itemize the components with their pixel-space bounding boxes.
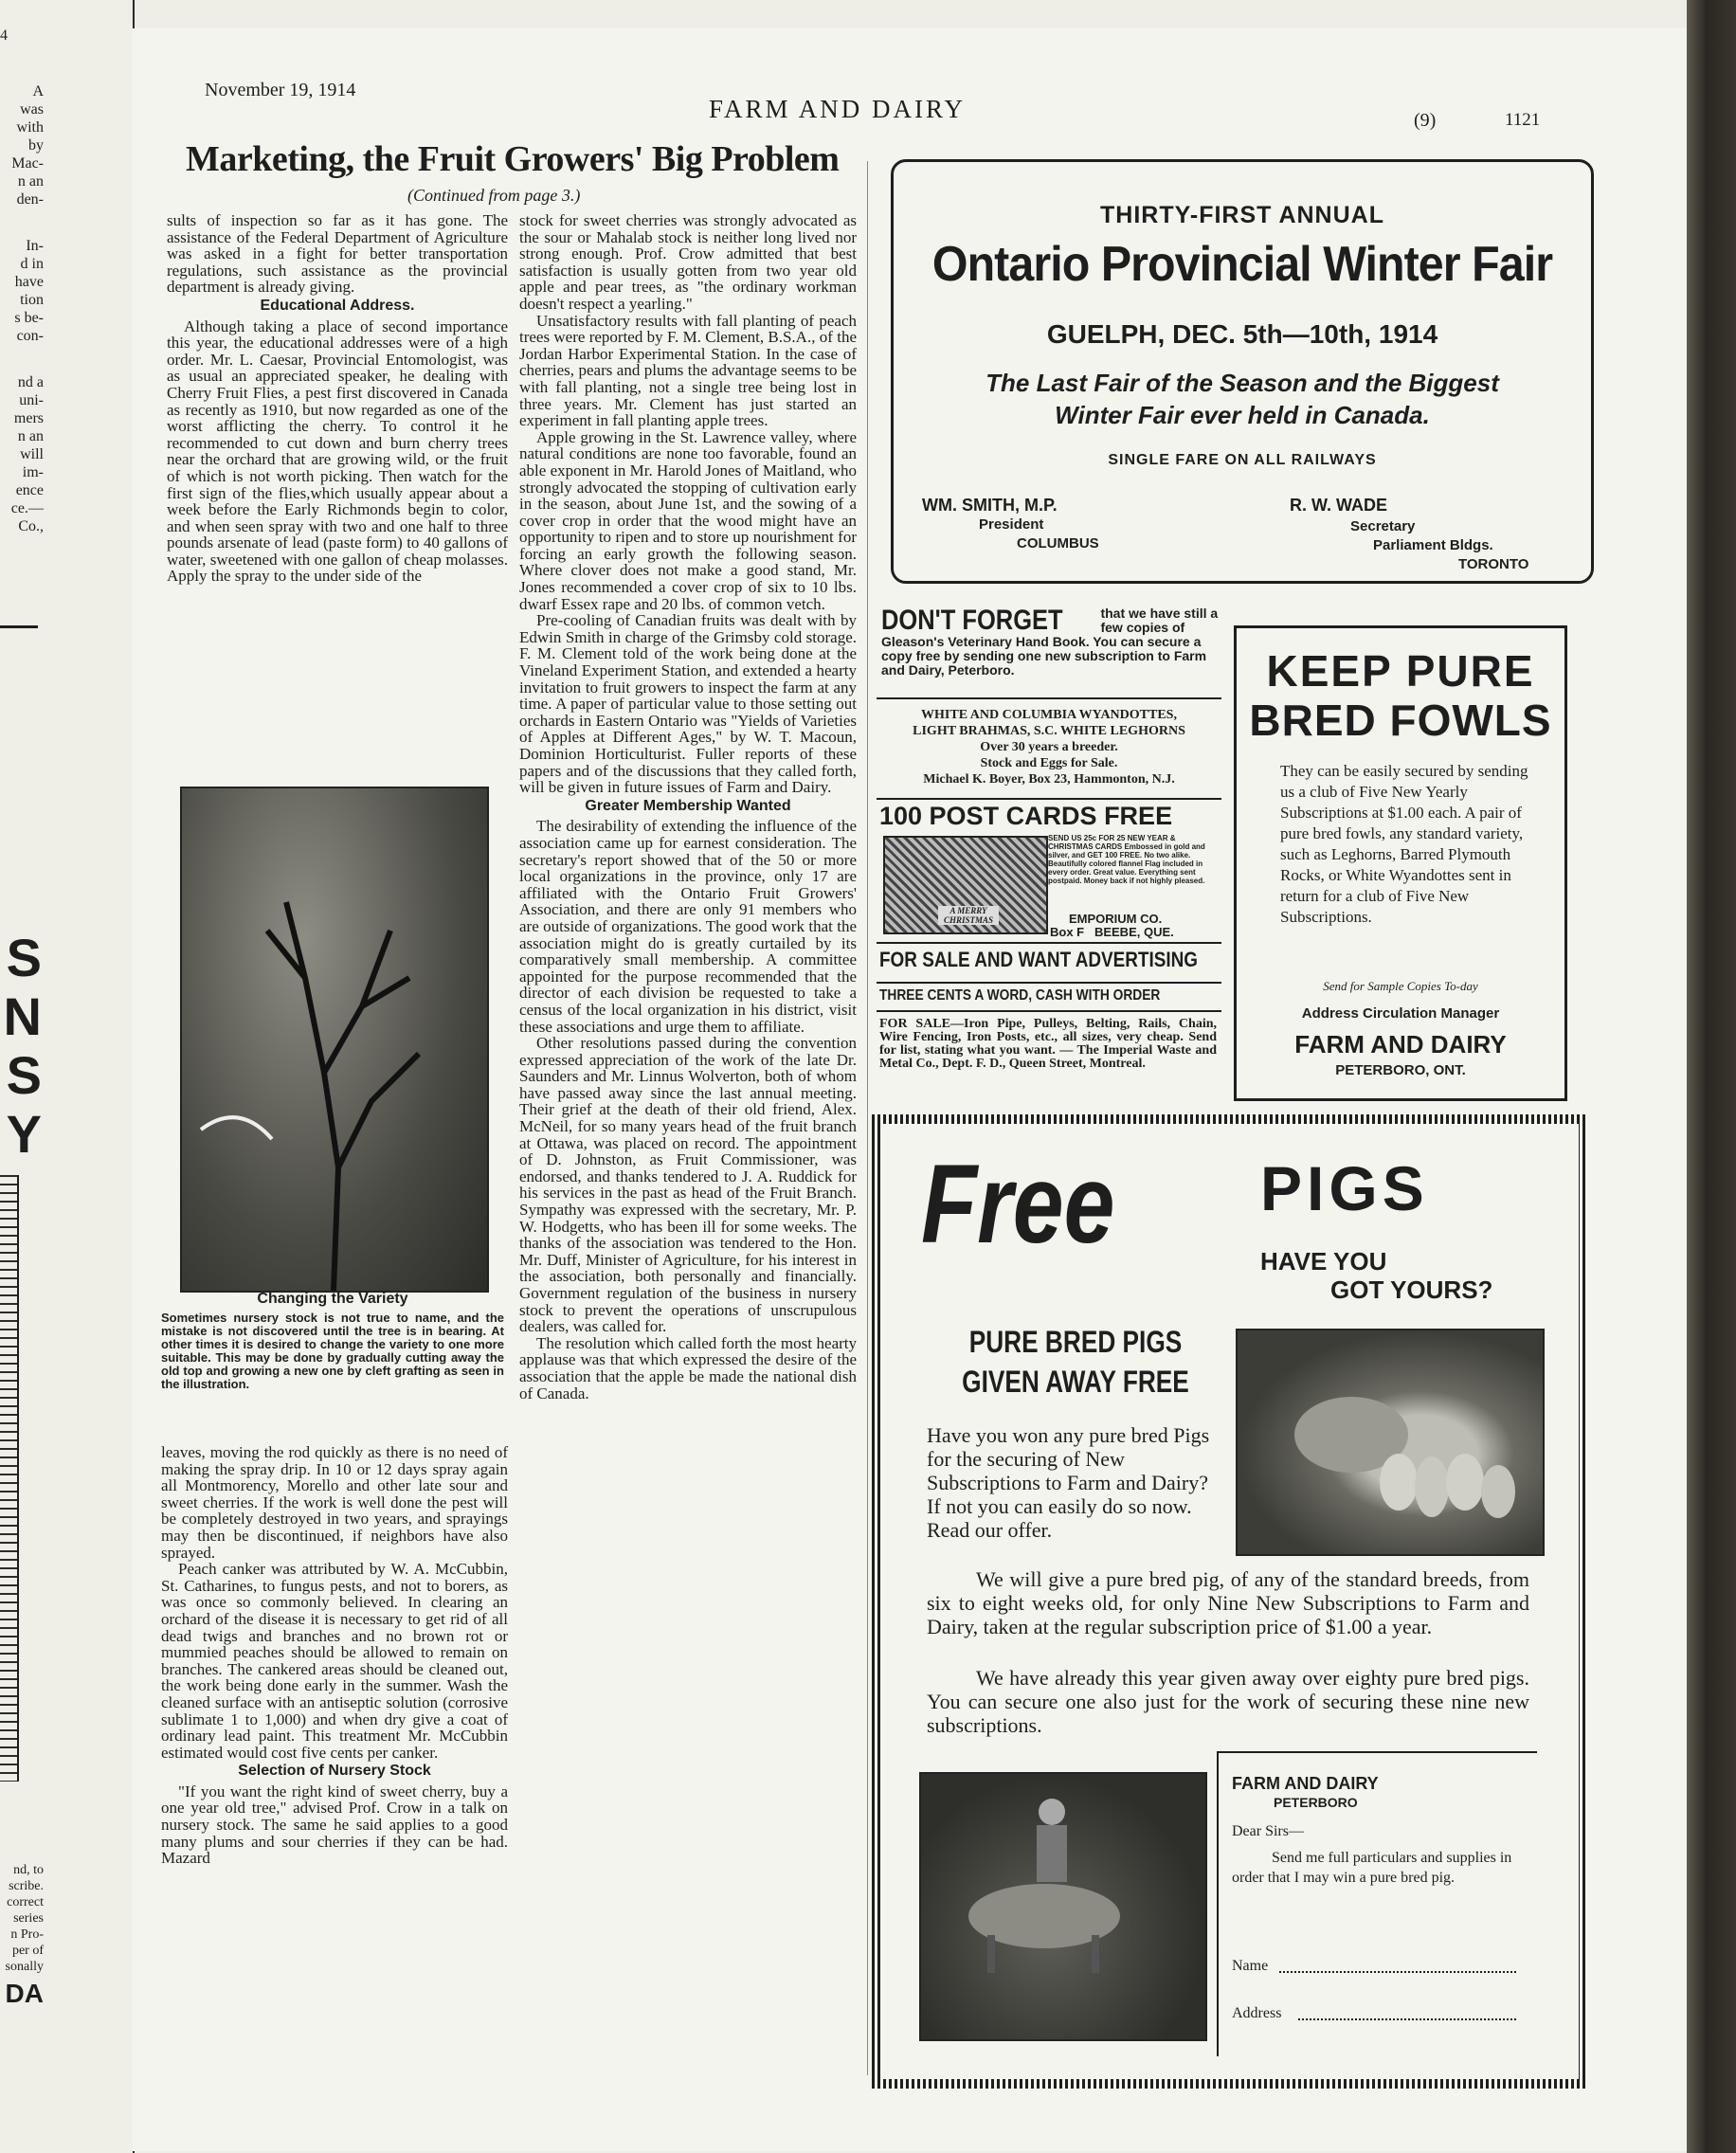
fair-secretary-place-2: TORONTO <box>1458 556 1529 572</box>
pig-boy-photo <box>919 1772 1207 2041</box>
pigs-sub-1: PURE BRED PIGS <box>968 1325 1183 1359</box>
page-label: (9) <box>1414 110 1437 131</box>
fowls-text: They can be easily secured by sending us a club of Five New Yearly Subscriptions at $1.00 each. A pair of pure bred fowls, any standard variety, such as Leghorns, Barred Plymouth Rocks, or White Wyandottes sent in return for a club of Five New Subscriptions. <box>1280 762 1528 926</box>
facing-line: sonally <box>5 1960 44 1974</box>
postcard-image <box>883 836 1048 934</box>
postcards-address: Box F BEEBE, QUE. <box>1050 925 1174 939</box>
coupon-name-label: Name <box>1232 1958 1269 1974</box>
boyer-ad <box>877 707 1221 787</box>
facing-line: 4 <box>0 27 8 44</box>
facing-line: will <box>20 446 44 462</box>
dont-forget-lead: DON'T FORGET <box>881 605 1063 636</box>
pigs-got: GOT YOURS? <box>1330 1276 1493 1304</box>
facing-line: nd a <box>17 374 44 390</box>
coupon[interactable] <box>1217 1751 1537 2056</box>
grafted-tree-photo <box>180 787 489 1293</box>
facing-page-text <box>0 27 44 535</box>
coupon-address-field[interactable] <box>1298 2018 1516 2020</box>
pigs-sub-2: GIVEN AWAY FREE <box>962 1365 1189 1399</box>
facing-line: correct <box>7 1895 44 1909</box>
pig-icon <box>1238 1330 1543 1554</box>
facing-line: con- <box>16 328 44 344</box>
subhead-educational: Educational Address. <box>260 297 415 314</box>
article-column-1-bottom <box>161 1444 508 1867</box>
pigs-paragraph-3: We have already this year given away over eighty pure bred pigs. You can secure one also just for the work of securing these nine new subscriptions. <box>927 1666 1529 1737</box>
facing-line: scribe. <box>9 1879 44 1893</box>
pigs-paragraph-1: Have you won any pure bred Pigs for the securing of New Subscriptions to Farm and Dairy? If not you can easily do so now. Read our offer. <box>927 1423 1210 1542</box>
fair-president-place: COLUMBUS <box>1017 535 1099 552</box>
facing-letter: N <box>3 986 42 1046</box>
facing-line: DA <box>5 1979 44 2008</box>
paragraph: Apple growing in the St. Lawrence valley, where natural conditions are none too favorable, found an able exponent in Mr. Harold Jones of Maitland, who strongly advocated the stopping of cultivation early in the season, about June 1st, and the sowing of a cover crop in order that the wood might have an opportunity to ripen and to store up nourishment for forcing an early growth the following season. Where clover does not make a good stand, Mr. Jones recommended a cover crop of six to 10 lbs. dwarf Essex rape and 20 lbs. of common vetch. <box>519 427 857 613</box>
facing-line: nd, to <box>13 1863 44 1877</box>
dont-forget-text: that we have still a few copies of Gleason's Veterinary Hand Book. You can secure a copy free by sending one new subscription to Farm and Dairy, Peterboro. <box>881 606 1219 678</box>
facing-line: tion <box>20 292 44 308</box>
coupon-text: Send me full particulars and supplies in order that I may win a pure bred pig. <box>1232 1850 1512 1886</box>
article-column-2 <box>519 212 857 1402</box>
facing-letter: Y <box>6 1104 42 1164</box>
facing-line: n an <box>17 173 44 190</box>
paper-name: FARM AND DAIRY <box>709 95 967 123</box>
facing-line: series <box>13 1911 44 1926</box>
facing-line: d in <box>20 256 44 272</box>
paragraph: The resolution which called forth the most hearty applause was that which expressed the desire of the association that the apple be made the national dish of Canada. <box>519 1333 857 1402</box>
facing-line: with <box>16 119 44 136</box>
boyer-line: Over 30 years a breeder. <box>980 740 1118 754</box>
ad-rule <box>877 1010 1221 1012</box>
coupon-name-field[interactable] <box>1279 1971 1516 1973</box>
ad-rule <box>877 942 1221 944</box>
facing-line: was <box>20 101 44 118</box>
page-date: November 19, 1914 <box>205 80 356 100</box>
photo-caption-title: Changing the Variety <box>257 1291 408 1307</box>
fair-title: Ontario Provincial Winter Fair <box>931 237 1553 292</box>
boyer-line: Michael K. Boyer, Box 23, Hammonton, N.J. <box>923 772 1175 787</box>
facing-letter: S <box>6 1045 42 1105</box>
ad-rule <box>877 697 1221 699</box>
facing-line: A <box>32 83 44 100</box>
paragraph: "If you want the right kind of sweet cherry, buy a one year old tree," advised Prof. Crow in a talk on nursery stock. The same he said applies to a good many plums and sour cherries if they can be had. Mazard <box>161 1782 508 1868</box>
paragraph: stock for sweet cherries was strongly advocated as the sour or Mahalab stock is neither long lived nor strong enough. Prof. Crow admitted that best satisfaction is usually gotten from two year old apple and pear trees, as "the ordinary workman doesn't respect a yearling." <box>519 211 857 313</box>
facing-letter: S <box>6 928 42 987</box>
boyer-line: WHITE AND COLUMBIA WYANDOTTES, <box>921 708 1177 722</box>
paragraph: Peach canker was attributed by W. A. McCubbin, St. Catharines, to fungus pests, and not to borers, as was once so commonly believed. In clearing an orchard of the disease it is necessary to get rid of all dead twigs and branches and no brown rot or mummied peaches should be allowed to remain on branches. The cankered areas should be cleaned out, the work being done early in the summer. Wash the cleaned surface with an antiseptic solution (corrosive sublimate 1 to 1,000) and when dry give a coat of ordinary lead paint. This treatment Mr. McCubbin estimated would cost five cents per canker. <box>161 1560 508 1762</box>
boyer-line: LIGHT BRAHMAS, S.C. WHITE LEGHORNS <box>913 724 1185 738</box>
paragraph: The desirability of extending the influence of the association came up for earnest consideration. The secretary's report showed that of the 50 or more local organizations in the province, only 17 are affiliated with the Ontario Fruit Growers' Association, and there are only 91 members who are outside of organizations. The good work that the association might do is greatly curtailed by its comparatively small membership. A committee appointed for the purpose recommended that the director of each division be requested to take a census of the local organization in his district, visit these associations and urge them to affiliate. <box>519 817 857 1036</box>
subhead-membership: Greater Membership Wanted <box>585 797 791 814</box>
facing-line: by <box>28 137 44 154</box>
fowls-ad <box>1234 625 1567 1101</box>
paragraph: leaves, moving the rod quickly as there is no need of making the spray drip. In 10 or 12 days spray again all Montmorency, Morello and other late sour and sweet cherries. If the work is well done the pest will be completely destroyed in two years, and sprayings may then be discontinued, if neighbors have also sprayed. <box>161 1443 508 1562</box>
pigs-ad <box>872 1114 1588 2089</box>
pigs-have: HAVE YOU <box>1260 1247 1387 1276</box>
coupon-title: FARM AND DAIRY <box>1232 1774 1379 1793</box>
subhead-nursery: Selection of Nursery Stock <box>238 1763 431 1780</box>
photo-caption: Sometimes nursery stock is not true to name, and the mistake is not discovered until the tree is in bearing. At other times it is desired to change the variety to one more suitable. This may be done by gradually cutting away the old top and growing a new one by cleft grafting as seen in the illustration. <box>161 1311 504 1391</box>
pigs-title: PIGS <box>1260 1153 1429 1223</box>
binding-edge <box>1687 0 1736 2153</box>
fowls-title-1: KEEP PURE <box>1266 646 1535 696</box>
coupon-city: PETERBORO <box>1274 1795 1358 1810</box>
facing-price-list <box>0 1175 19 1782</box>
postcard-image-label: A MERRY CHRISTMAS <box>938 906 999 925</box>
facing-line: n an <box>17 428 44 444</box>
facing-line: im- <box>22 464 44 480</box>
facing-line: s be- <box>14 310 44 326</box>
fowls-paper: FARM AND DAIRY <box>1294 1030 1507 1058</box>
postcards-company: EMPORIUM CO. <box>1069 912 1163 926</box>
paragraph: Although taking a place of second importance this year, the educational addresses were of a high order. Mr. L. Caesar, Provincial Entomologist, was as usual an appreciated speaker, he dealing with Cherry Fruit Flies, a pest first discovered in Canada as recently as 1910, but now regarded as one of the worst afflicting the cherry. To control it he recommended to cut down and burn cherry trees near the orchard that are growing wild, or the fruit of which is not worth picking. Then watch for the first sign of the flies,which usually appear about a week before the Early Richmonds begin to color, and when seen spray with two and one half to three pounds arsenate of lead (paste form) to 40 gallons of water, sweetened with one gallon of cheap molasses. Apply the spray to the under side of the <box>167 317 508 586</box>
fowls-title-2: BRED FOWLS <box>1249 696 1552 745</box>
facing-line: ence <box>15 482 44 498</box>
fair-dates: GUELPH, DEC. 5th—10th, 1914 <box>1046 319 1438 349</box>
ad-rule <box>877 982 1221 984</box>
facing-line: n Pro- <box>10 1927 44 1942</box>
classified-text: FOR SALE—Iron Pipe, Pulleys, Belting, Rails, Chain, Wire Fencing, Iron Posts, etc., all sizes, very cheap. Send for list, stating what you want. — The Imperial Waste and Metal Co., Dept. F. D., Queen Street, Montreal. <box>879 1017 1217 1071</box>
facing-big-letters <box>0 929 42 1164</box>
dont-forget-ad <box>881 606 1222 678</box>
fair-secretary-name: R. W. WADE <box>1290 496 1387 515</box>
coupon-address-label: Address <box>1232 2005 1282 2021</box>
classified-title: FOR SALE AND WANT ADVERTISING <box>879 948 1199 971</box>
tree-icon <box>182 788 487 1291</box>
fair-tagline-2: Winter Fair ever held in Canada. <box>1055 401 1430 429</box>
facing-line: In- <box>26 238 44 254</box>
postcards-title: 100 POST CARDS FREE <box>879 802 1173 830</box>
pigs-paragraph-2: We will give a pure bred pig, of any of the standard breeds, from six to eight weeks old, for only Nine New Subscriptions to Farm and Dairy, taken at the regular subscription price of $1.00 a year. <box>927 1567 1529 1638</box>
facing-rule <box>0 625 38 628</box>
pigs-free: Free <box>921 1142 1115 1267</box>
boyer-line: Stock and Eggs for Sale. <box>980 756 1118 770</box>
fair-president-role: President <box>979 516 1044 533</box>
coupon-salutation: Dear Sirs— <box>1232 1823 1304 1839</box>
fair-fare: SINGLE FARE ON ALL RAILWAYS <box>1108 452 1377 468</box>
fowls-sample: Send for Sample Copies To-day <box>1323 979 1478 993</box>
fair-secretary-place-1: Parliament Bldgs. <box>1373 537 1493 553</box>
facing-text-bottom <box>0 1862 44 2013</box>
continued-note: (Continued from page 3.) <box>407 186 581 205</box>
facing-line: have <box>14 274 44 290</box>
facing-line: mers <box>13 410 44 426</box>
fair-tagline-1: The Last Fair of the Season and the Biggest <box>986 369 1499 397</box>
paragraph: Unsatisfactory results with fall planting of peach trees were reported by F. M. Clement, B.S.A., of the Jordan Harbor Experimental Station. In the case of cherries, pears and plums the advantage seems to be with fall planting, not a single tree being lost in three years. Mr. Clement has just started an experiment in fall planting apple trees. <box>519 311 857 430</box>
facing-line: ce.— <box>10 500 44 516</box>
paragraph: Pre-cooling of Canadian fruits was dealt with by Edwin Smith in charge of the Grimsby cold storage. F. M. Clement told of the work being done at the Vineland Experiment Station, and extended a hearty invitation to fruit growers to inspect the farm at any time. A paper of particular value to those setting out orchards in Eastern Ontario was "Yields of Varieties of Apples at Different Ages," by W. T. Macoun, Dominion Horticulturist. Fuller reports of these papers and of the discussions that they called forth, will be given in future issues of Farm and Dairy. <box>519 611 857 797</box>
ad-rule <box>877 798 1221 800</box>
fair-annual: THIRTY-FIRST ANNUAL <box>1100 202 1384 228</box>
fowls-address: Address Circulation Manager <box>1301 1005 1500 1022</box>
winter-fair-ad <box>891 159 1594 584</box>
fowls-city: PETERBORO, ONT. <box>1335 1062 1466 1078</box>
classified-rate: THREE CENTS A WORD, CASH WITH ORDER <box>879 987 1161 1004</box>
paragraph: Other resolutions passed during the convention expressed appreciation of the work of the late Dr. Saunders and Mr. Linnus Wolverton, both of whom have passed away since the last annual meeting. Their grief at the death of their old friend, Alex. McNeil, for so many years head of the fruit branch at Ottawa, was placed on record. The appointment of D. Johnston, as Fruit Commissioner, was endorsed, and thanks tendered to J. A. Ruddick for his services in the past as head of the Fruit Branch. Sympathy was expressed with the secretary, Mr. P. W. Hodgetts, who has been ill for some weeks. The thanks of the association was tendered to the Hon. Mr. Duff, Minister of Agriculture, for his interest in the association, both personally and financially. Government regulation of the business in nursery stock to prevent the operations of unscrupulous dealers, was called for. <box>519 1034 857 1336</box>
pigs-photo <box>1236 1329 1545 1556</box>
article-column-1-top <box>167 212 508 585</box>
page-number: 1121 <box>1505 110 1541 130</box>
article-headline: Marketing, the Fruit Growers' Big Problem <box>186 139 840 179</box>
facing-line: uni- <box>19 392 44 408</box>
fair-president-name: WM. SMITH, M.P. <box>922 496 1058 515</box>
facing-line: den- <box>16 191 44 208</box>
column-divider <box>867 161 868 2075</box>
postcards-text: SEND US 25c FOR 25 NEW YEAR & CHRISTMAS CARDS Embossed in gold and silver, and GET 100 FREE. No two alike. Beautifully colored flannel Flag included in every order. Great value. Everything sent postpaid. Money back if not highly pleased. <box>1048 834 1205 885</box>
facing-line: Co., <box>18 518 44 534</box>
person-with-pig-icon <box>921 1774 1205 2039</box>
facing-line: per of <box>11 1944 44 1958</box>
facing-line: Mac- <box>11 155 44 172</box>
paragraph: sults of inspection so far as it has gone. The assistance of the Federal Department of Agriculture was asked in a fight for better transportation regulations, such assistance as the provincial department is already giving. <box>167 211 508 297</box>
fair-secretary-role: Secretary <box>1350 518 1416 534</box>
